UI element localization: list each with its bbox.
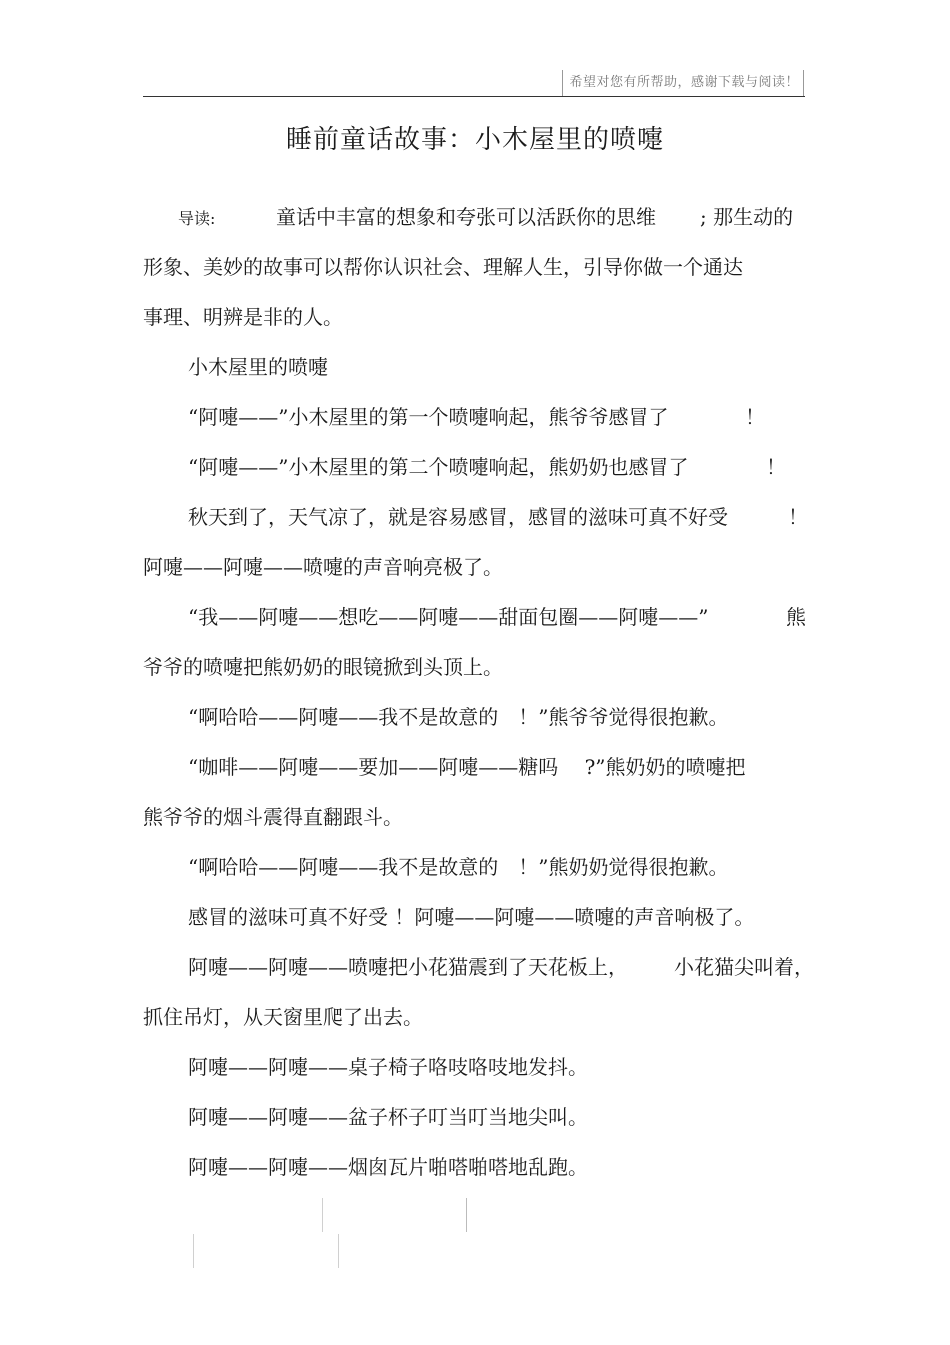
intro-line-3: 事理、明辨是非的人。 bbox=[143, 305, 343, 329]
story-line-3-tail: ！ bbox=[788, 505, 808, 529]
story-line-13: 抓住吊灯，从天窗里爬了出去。 bbox=[143, 1005, 423, 1029]
intro-line-1-tail: ; 那生动的 bbox=[700, 205, 794, 229]
story-line-12-tail: 小花猫尖叫着， bbox=[674, 955, 814, 979]
story-line-15: 阿嚏——阿嚏——盆子杯子叮当叮当地尖叫。 bbox=[188, 1105, 588, 1129]
story-line-3: 秋天到了，天气凉了，就是容易感冒，感冒的滋味可真不好受 bbox=[188, 505, 728, 529]
story-line-2-tail: ！ bbox=[766, 455, 786, 479]
story-line-14: 阿嚏——阿嚏——桌子椅子咯吱咯吱地发抖。 bbox=[188, 1055, 588, 1079]
story-line-9: 熊爷爷的烟斗震得直翻跟斗。 bbox=[143, 805, 403, 829]
story-line-6: 爷爷的喷嚏把熊奶奶的眼镜掀到头顶上。 bbox=[143, 655, 503, 679]
story-line-12: 阿嚏——阿嚏——喷嚏把小花猫震到了天花板上， bbox=[188, 955, 628, 979]
story-subtitle: 小木屋里的喷嚏 bbox=[188, 355, 328, 379]
story-line-2: “阿嚏——”小木屋里的第二个喷嚏响起，熊奶奶也感冒了 bbox=[188, 455, 689, 479]
story-line-5-tail: 熊 bbox=[786, 605, 806, 629]
page-title: 睡前童话故事：小木屋里的喷嚏 bbox=[285, 125, 664, 155]
story-line-4: 阿嚏——阿嚏——喷嚏的声音响亮极了。 bbox=[143, 555, 503, 579]
story-line-8: “咖啡——阿嚏——要加——阿嚏——糖吗 ?”熊奶奶的喷嚏把 bbox=[188, 755, 746, 779]
scan-mark bbox=[322, 1198, 323, 1232]
story-line-10: “啊哈哈——阿嚏——我不是故意的 ！”熊奶奶觉得很抱歉。 bbox=[188, 855, 729, 879]
story-line-7: “啊哈哈——阿嚏——我不是故意的 ！”熊爷爷觉得很抱歉。 bbox=[188, 705, 729, 729]
scan-mark bbox=[466, 1198, 467, 1232]
intro-line-1: 童话中丰富的想象和夸张可以活跃你的思维 bbox=[276, 205, 656, 229]
story-line-16: 阿嚏——阿嚏——烟囱瓦片啪嗒啪嗒地乱跑。 bbox=[188, 1155, 588, 1179]
story-line-11: 感冒的滋味可真不好受 ！阿嚏——阿嚏——喷嚏的声音响极了。 bbox=[188, 905, 755, 929]
story-line-1: “阿嚏——”小木屋里的第一个喷嚏响起，熊爷爷感冒了 bbox=[188, 405, 669, 429]
scan-mark bbox=[193, 1234, 194, 1268]
story-line-5: “我——阿嚏——想吃——阿嚏——甜面包圈——阿嚏——” bbox=[188, 605, 709, 629]
intro-label: 导读: bbox=[178, 209, 216, 228]
story-line-1-tail: ！ bbox=[745, 405, 765, 429]
header-rule bbox=[143, 96, 805, 97]
scan-mark bbox=[338, 1234, 339, 1268]
intro-line-2: 形象、美妙的故事可以帮你认识社会、理解人生，引导你做一个通达 bbox=[143, 255, 743, 279]
header-note: 希望对您有所帮助，感谢下载与阅读！ bbox=[562, 70, 804, 96]
